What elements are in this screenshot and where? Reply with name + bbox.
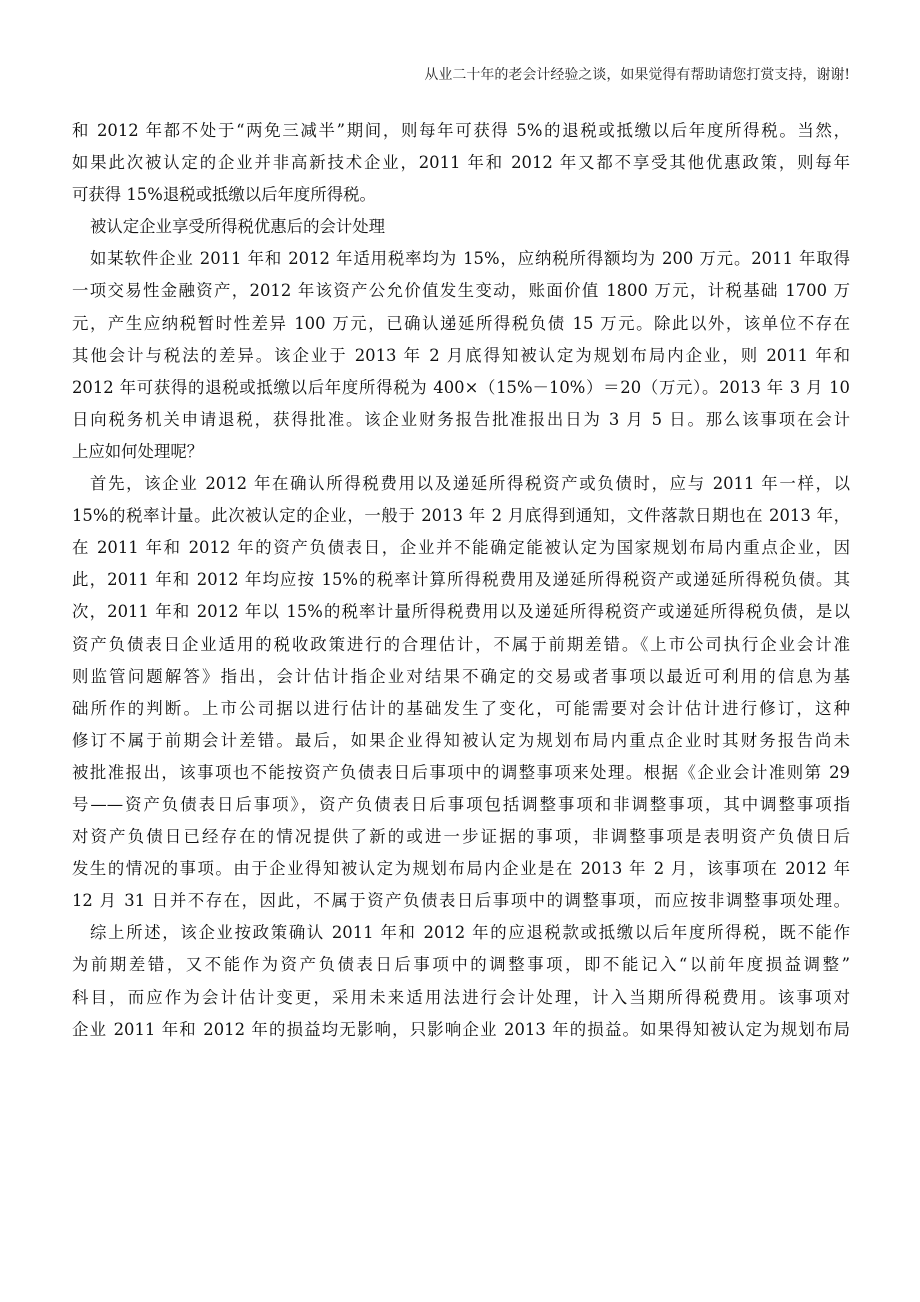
header-note: 从业二十年的老会计经验之谈，如果觉得有帮助请您打赏支持，谢谢! bbox=[424, 67, 850, 83]
text-line: 在 2011 年和 2012 年的资产负债表日，企业并不能确定能被认定为国家规划布局内重点企业，因 bbox=[72, 538, 850, 558]
text-line: 一项交易性金融资产，2012 年该资产公允价值发生变动，账面价值 1800 万元，计税基础 1700 万 bbox=[72, 281, 850, 301]
text-line: 元，产生应纳税暂时性差异 100 万元，已确认递延所得税负债 15 万元。除此以外，该单位不存在 bbox=[72, 313, 850, 333]
text-line: 其他会计与税法的差异。该企业于 2013 年 2 月底得知被认定为规划布局内企业，则 2011 年和 bbox=[72, 345, 850, 365]
text-line: 则监管问题解答》指出，会计估计指企业对结果不确定的交易或者事项以最近可利用的信息为基 bbox=[72, 666, 850, 686]
text-line: 号——资产负债表日后事项》，资产负债表日后事项包括调整事项和非调整事项，其中调整事项指 bbox=[72, 794, 850, 814]
text-line: 如果此次被认定的企业并非高新技术企业，2011 年和 2012 年又都不享受其他优惠政策，则每年 bbox=[72, 153, 850, 173]
text-line: 2012 年可获得的退税或抵缴以后年度所得税为 400×（15%－10%）＝20（万元）。2013 年 3 月 10 bbox=[72, 377, 850, 397]
text-line: 首先，该企业 2012 年在确认所得税费用以及递延所得税资产或负债时，应与 2011 年一样，以 bbox=[90, 474, 850, 494]
section-heading: 被认定企业享受所得税优惠后的会计处理 bbox=[90, 217, 386, 237]
text-line: 被批准报出，该事项也不能按资产负债表日后事项中的调整事项来处理。根据《企业会计准则第 29 bbox=[72, 762, 850, 782]
text-line: 上应如何处理呢？ bbox=[72, 441, 204, 461]
text-line: 如某软件企业 2011 年和 2012 年适用税率均为 15%，应纳税所得额均为 200 万元。2011 年取得 bbox=[90, 249, 850, 269]
text-line: 可获得 15%退税或抵缴以后年度所得税。 bbox=[72, 185, 376, 205]
text-line: 12 月 31 日并不存在，因此，不属于资产负债表日后事项中的调整事项，而应按非调整事项处理。 bbox=[72, 891, 850, 911]
text-line: 日向税务机关申请退税，获得批准。该企业财务报告批准报出日为 3 月 5 日。那么该事项在会计 bbox=[72, 409, 850, 429]
text-line: 修订不属于前期会计差错。最后，如果企业得知被认定为规划布局内重点企业时其财务报告尚未 bbox=[72, 730, 850, 750]
text-line: 础所作的判断。上市公司据以进行估计的基础发生了变化，可能需要对会计估计进行修订，这种 bbox=[72, 698, 850, 718]
text-line: 发生的情况的事项。由于企业得知被认定为规划布局内企业是在 2013 年 2 月，该事项在 2012 年 bbox=[72, 859, 850, 879]
text-line: 综上所述，该企业按政策确认 2011 年和 2012 年的应退税款或抵缴以后年度所得税，既不能作 bbox=[90, 923, 850, 943]
text-line: 此，2011 年和 2012 年均应按 15%的税率计算所得税费用及递延所得税资产或递延所得税负债。其 bbox=[72, 570, 850, 590]
text-line: 为前期差错，又不能作为资产负债表日后事项中的调整事项，即不能记入“以前年度损益调整” bbox=[72, 955, 850, 975]
text-line: 15%的税率计量。此次被认定的企业，一般于 2013 年 2 月底得到通知，文件落款日期也在 2013 年， bbox=[72, 506, 850, 526]
article-body bbox=[72, 115, 850, 1046]
text-line: 企业 2011 年和 2012 年的损益均无影响，只影响企业 2013 年的损益。如果得知被认定为规划布局 bbox=[72, 1019, 850, 1039]
text-line: 科目，而应作为会计估计变更，采用未来适用法进行会计处理，计入当期所得税费用。该事项对 bbox=[72, 987, 850, 1007]
text-line: 对资产负债日已经存在的情况提供了新的或进一步证据的事项，非调整事项是表明资产负债日后 bbox=[72, 827, 850, 847]
text-line: 和 2012 年都不处于“两免三减半”期间，则每年可获得 5%的退税或抵缴以后年度所得税。当然， bbox=[72, 121, 850, 140]
text-line: 次，2011 年和 2012 年以 15%的税率计量所得税费用以及递延所得税资产或递延所得税负债，是以 bbox=[72, 602, 850, 622]
text-line: 资产负债表日企业适用的税收政策进行的合理估计，不属于前期差错。《上市公司执行企业会计准 bbox=[72, 634, 850, 654]
